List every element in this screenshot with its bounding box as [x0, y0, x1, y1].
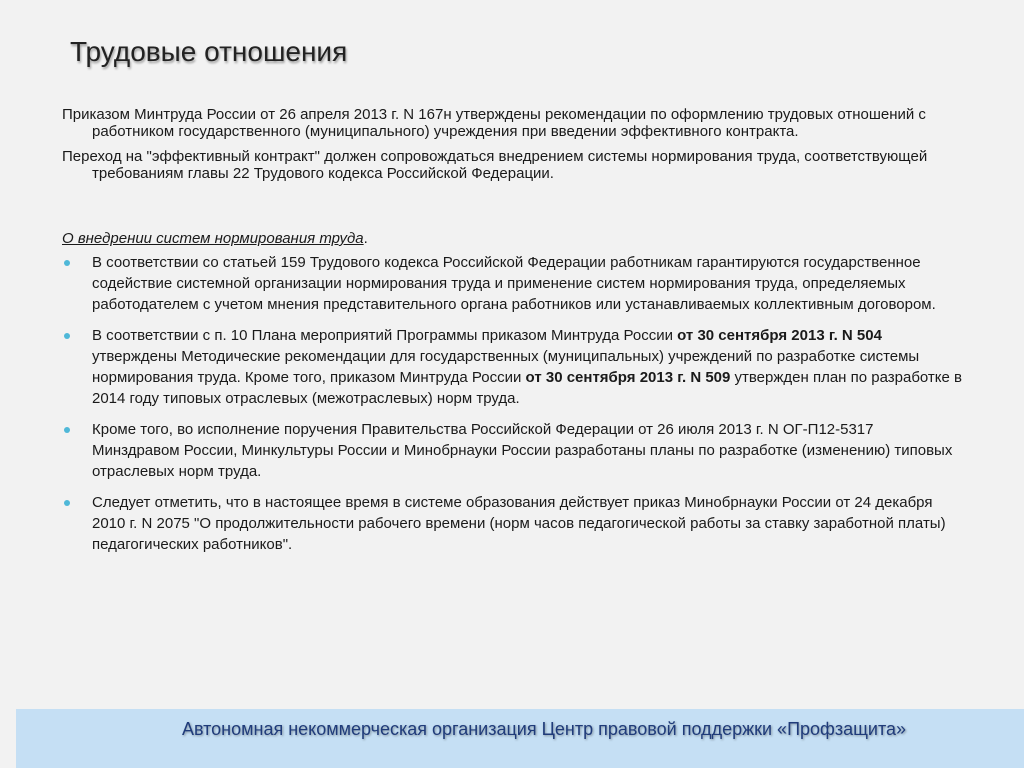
bullet-icon: [64, 500, 70, 506]
order-reference: от 30 сентября 2013 г. N 504: [677, 327, 882, 344]
bullet-text-part: утверждены Методические рекомендации для государственных (муниципальных) учреждений по разработке системы нормирования труда. Кроме того, приказом Минтруда России: [92, 348, 920, 386]
list-item: [62, 252, 962, 315]
bullet-list: [62, 252, 962, 555]
transition-paragraph: Переход на "эффективный контракт" должен сопровождаться внедрением системы нормирования труда, соответствующей требованиям главы 22 Трудового кодекса Российской Федерации.: [62, 148, 928, 182]
list-item: [62, 492, 962, 555]
list-item: [62, 419, 962, 482]
bullet-icon: [64, 333, 70, 339]
section-heading-suffix: .: [363, 230, 368, 247]
slide-title: Трудовые отношения: [70, 36, 348, 67]
list-item: [62, 325, 962, 409]
intro-paragraph: Приказом Минтруда России от 26 апреля 2013 г. N 167н утверждены рекомендации по оформлению трудовых отношений с работником государственного (муниципального) учреждения при введении эффективного контракта.: [62, 106, 926, 140]
bullet-icon: [64, 427, 70, 433]
bullet-text-part: утвержден план по разработке в 2014 году типовых отраслевых (межотраслевых) норм труда.: [92, 369, 963, 407]
bullet-text-part: В соответствии с п. 10 Плана мероприятий Программы приказом Минтруда России: [92, 327, 678, 344]
bullet-icon: [64, 260, 70, 266]
bullet-text: Кроме того, во исполнение поручения Правительства Российской Федерации от 26 июля 2013 г. N ОГ-П12-5317 Минздравом России, Минкультуры России и Минобрнауки России разработаны планы по разработке (изменению) типовых отраслевых норм труда.: [92, 421, 953, 480]
bullet-text: В соответствии со статьей 159 Трудового кодекса Российской Федерации работникам гарантируются государственное содействие системной организации нормирования труда и применение систем нормирования труда, определяемых работодателем с учетом мнения представительного органа работников или устанавливаемых коллективным договором.: [92, 254, 936, 313]
footer-text: Автономная некоммерческая организация Центр правовой поддержки «Профзащита»: [181, 719, 907, 739]
section-heading: [62, 230, 962, 248]
slide-content: [62, 106, 962, 565]
footer-banner: [16, 709, 1024, 768]
order-reference: от 30 сентября 2013 г. N 509: [525, 369, 731, 386]
bullet-text: Следует отметить, что в настоящее время в системе образования действует приказ Минобрнауки России от 24 декабря 2010 г. N 2075 "О продолжительности рабочего времени (норм часов педагогической работы за ставку заработной платы) педагогических работников".: [92, 494, 946, 553]
section-heading-text: О внедрении систем нормирования труда: [62, 230, 364, 247]
